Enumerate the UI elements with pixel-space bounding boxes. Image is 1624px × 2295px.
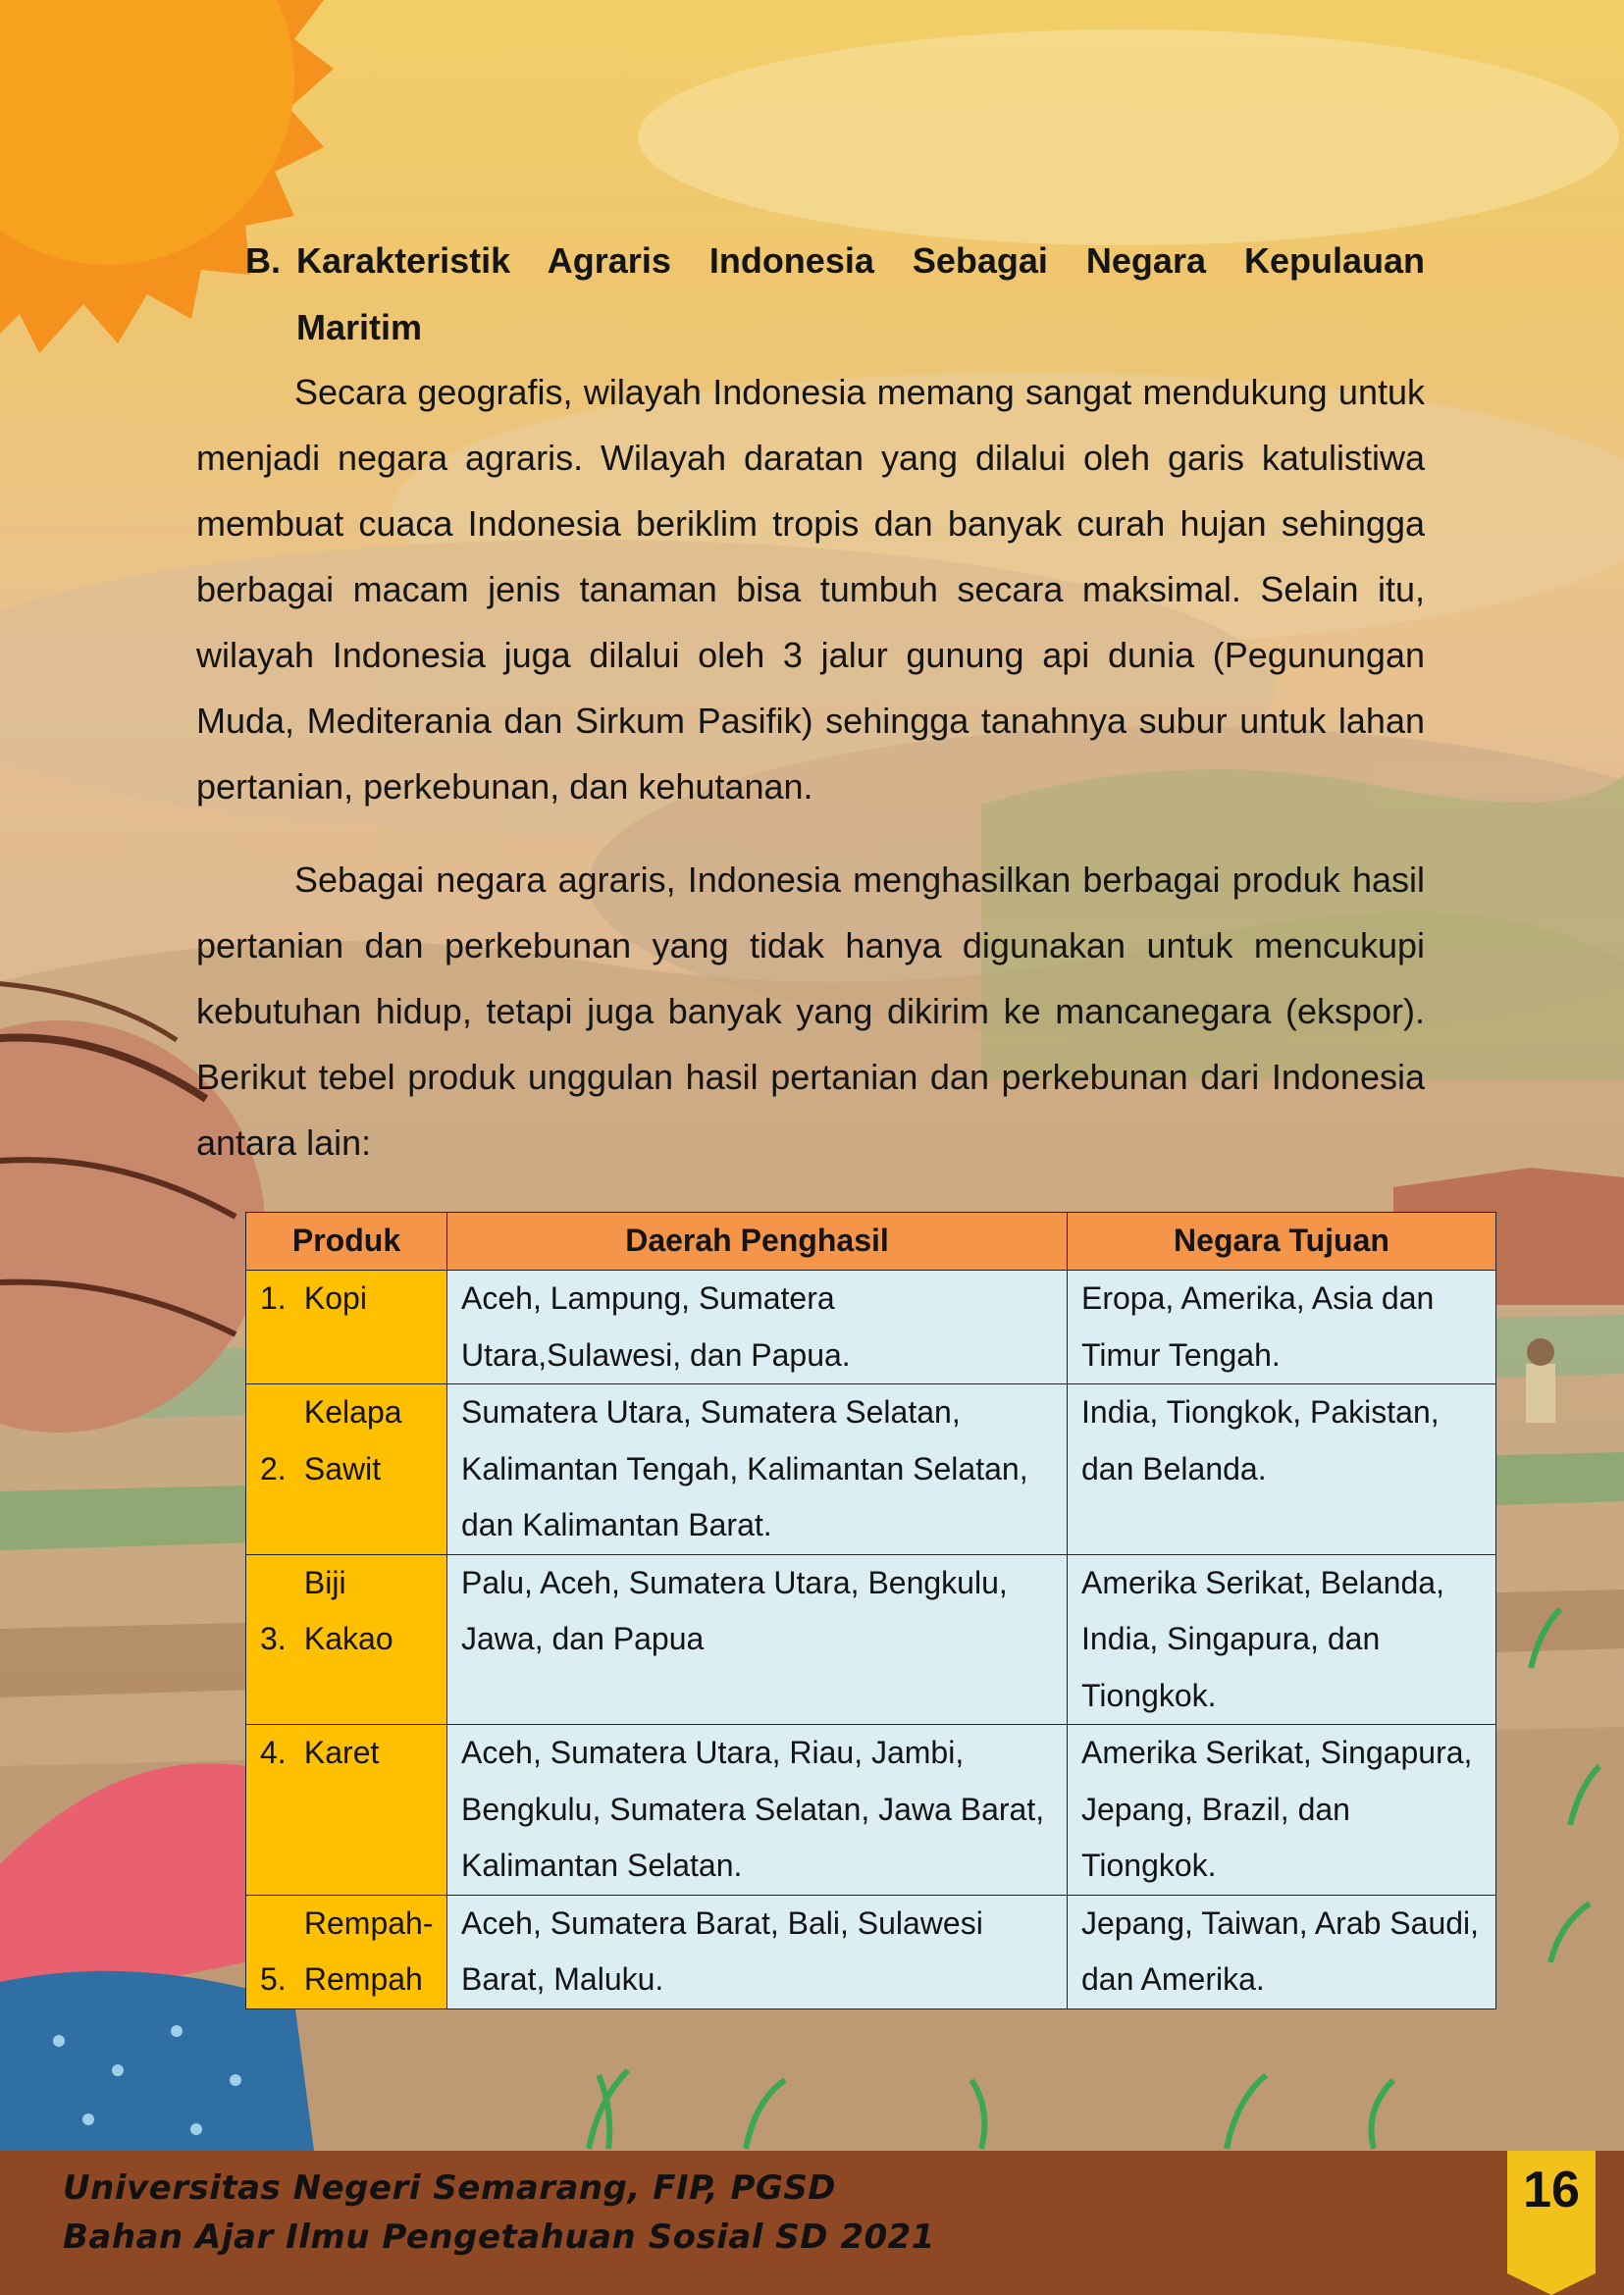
- region-cell: Aceh, Sumatera Barat, Bali, Sulawesi Barat, Maluku.: [447, 1895, 1068, 2008]
- paragraph-geography: Secara geografis, wilayah Indonesia memang sangat mendukung untuk menjadi negara agraris. Wilayah daratan yang dilalui oleh garis katulistiwa membuat cuaca Indonesia beriklim tropis dan banyak curah hujan sehingga berbagai macam jenis tanaman bisa tumbuh secara maksimal. Selain itu, wilayah Indonesia juga dilalui oleh 3 jalur gunung api dunia (Pegunungan Muda, Mediterania dan Sirkum Pasifik) sehingga tanahnya subur untuk lahan pertanian, perkebunan, dan kehutanan.: [196, 372, 1425, 807]
- page-number: 16: [1523, 2162, 1580, 2218]
- header-destination: Negara Tujuan: [1068, 1213, 1496, 1271]
- header-product: Produk: [246, 1213, 447, 1271]
- region-cell: Aceh, Lampung, Sumatera Utara,Sulawesi, dan Papua.: [447, 1271, 1068, 1384]
- destination-cell: Amerika Serikat, Singapura, Jepang, Brazil, dan Tiongkok.: [1068, 1725, 1496, 1896]
- product-cell: 2. Kelapa Sawit: [246, 1384, 447, 1555]
- section-title-line2: Maritim: [296, 307, 423, 347]
- section-letter: B.: [245, 240, 281, 281]
- table-row: [246, 1725, 1496, 1896]
- region-cell: Palu, Aceh, Sumatera Utara, Bengkulu, Jawa, dan Papua: [447, 1554, 1068, 1725]
- product-cell: 1. Kopi: [246, 1271, 447, 1384]
- paragraph-agrarian-exports: Sebagai negara agraris, Indonesia menghasilkan berbagai produk hasil pertanian dan perkebunan yang tidak hanya digunakan untuk mencukupi kebutuhan hidup, tetapi juga banyak yang dikirim ke mancanegara (ekspor). Berikut tebel produk unggulan hasil pertanian dan perkebunan dari Indonesia antara lain:: [196, 860, 1425, 1163]
- destination-cell: Eropa, Amerika, Asia dan Timur Tengah.: [1068, 1271, 1496, 1384]
- product-cell: 4. Karet: [246, 1725, 447, 1896]
- footer-institution: Universitas Negeri Semarang, FIP, PGSD: [63, 2168, 837, 2208]
- table-row: [246, 1554, 1496, 1725]
- region-cell: Sumatera Utara, Sumatera Selatan, Kalimantan Tengah, Kalimantan Selatan, dan Kalimantan Barat.: [447, 1384, 1068, 1555]
- product-cell: 3. Biji Kakao: [246, 1554, 447, 1725]
- product-table: [245, 1212, 1496, 2009]
- destination-cell: Amerika Serikat, Belanda, India, Singapura, dan Tiongkok.: [1068, 1554, 1496, 1725]
- table-row: [246, 1271, 1496, 1384]
- footer-band: [0, 2151, 1624, 2295]
- section-title-line1: Karakteristik Agraris Indonesia Sebagai Negara Kepulauan: [296, 240, 1425, 281]
- header-region: Daerah Penghasil: [447, 1213, 1068, 1271]
- product-cell: 5. Rempah-Rempah: [246, 1895, 447, 2008]
- table-row: [246, 1895, 1496, 2008]
- footer-course-title: Bahan Ajar Ilmu Pengetahuan Sosial SD 2021: [63, 2217, 935, 2257]
- region-cell: Aceh, Sumatera Utara, Riau, Jambi, Bengkulu, Sumatera Selatan, Jawa Barat, Kalimantan Selatan.: [447, 1725, 1068, 1896]
- table-row: [246, 1384, 1496, 1555]
- destination-cell: Jepang, Taiwan, Arab Saudi, dan Amerika.: [1068, 1895, 1496, 2008]
- destination-cell: India, Tiongkok, Pakistan, dan Belanda.: [1068, 1384, 1496, 1555]
- table-header-row: [246, 1213, 1496, 1271]
